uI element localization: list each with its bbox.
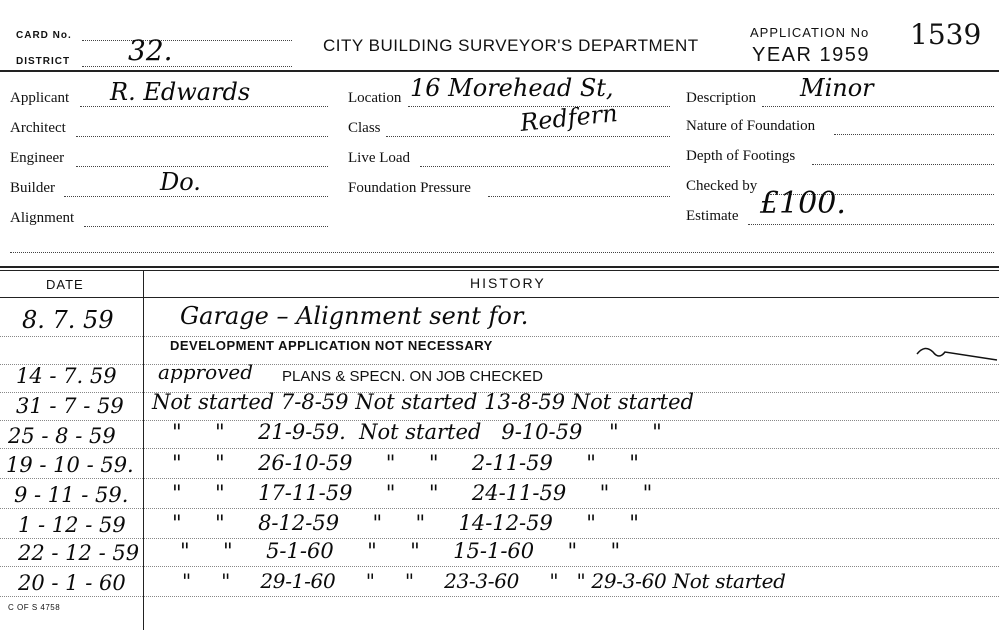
field-bottom-line <box>10 252 994 253</box>
row-rule <box>0 448 999 449</box>
alignment-label: Alignment <box>10 210 75 226</box>
foundation-pressure-label: Foundation Pressure <box>348 180 471 196</box>
card-no-line <box>82 40 292 41</box>
description-value: Minor <box>800 74 874 102</box>
history-entry: " " 17-11-59 " " 24-11-59 " " <box>172 481 653 505</box>
live-load-line <box>420 166 670 167</box>
history-top-rule-2 <box>0 270 999 271</box>
row-rule <box>0 364 999 365</box>
row-rule <box>0 508 999 509</box>
date-header: DATE <box>46 277 84 292</box>
header-separator <box>0 297 999 298</box>
header-rule <box>0 70 999 72</box>
estimate-line <box>748 224 994 225</box>
history-date: 20 - 1 - 60 <box>18 571 126 595</box>
nature-foundation-line <box>834 134 994 135</box>
form-code: C OF S 4758 <box>8 603 61 612</box>
application-number: 1539 <box>910 18 982 51</box>
description-line <box>762 106 994 107</box>
nature-foundation-label: Nature of Foundation <box>686 118 816 134</box>
location-value-2: Redfern <box>518 98 619 138</box>
history-date: 25 - 8 - 59 <box>8 424 116 448</box>
history-date: 31 - 7 - 59 <box>16 394 124 418</box>
architect-label: Architect <box>10 120 66 136</box>
history-entry-handwritten: approved <box>158 360 254 384</box>
row-rule <box>0 478 999 479</box>
history-entry-stamp: PLANS & SPECN. ON JOB CHECKED <box>282 368 543 385</box>
description-label: Description <box>686 90 756 106</box>
history-date: 14 - 7. 59 <box>16 364 117 388</box>
depth-footings-label: Depth of Footings <box>686 148 796 164</box>
district-label: DISTRICT <box>16 56 71 67</box>
history-date: 9 - 11 - 59. <box>14 483 129 507</box>
row-rule <box>0 566 999 567</box>
builder-line <box>64 196 328 197</box>
history-entry: " " 29-1-60 " " 23-3-60 " " 29-3-60 Not started <box>182 569 786 593</box>
history-entry: Not started 7-8-59 Not started 13-8-59 Not started <box>152 390 694 414</box>
history-date: 8. 7. 59 <box>22 306 114 334</box>
builder-value: Do. <box>160 168 201 196</box>
history-date: 19 - 10 - 59. <box>6 453 134 477</box>
date-column-rule <box>143 270 144 630</box>
live-load-label: Live Load <box>348 150 411 166</box>
builder-label: Builder <box>10 180 55 196</box>
history-entry-stamp: DEVELOPMENT APPLICATION NOT NECESSARY <box>170 338 493 353</box>
history-entry: " " 21-9-59. Not started 9-10-59 " " <box>172 420 662 444</box>
location-label: Location <box>348 90 402 106</box>
card-no-label: CARD No. <box>16 30 72 41</box>
location-value: 16 Morehead St, <box>410 74 614 102</box>
row-rule <box>0 336 999 337</box>
history-top-rule <box>0 266 999 268</box>
year-label: YEAR 1959 <box>752 44 871 66</box>
estimate-label: Estimate <box>686 208 739 224</box>
history-entry: Garage – Alignment sent for. <box>180 302 529 330</box>
class-label: Class <box>348 120 381 136</box>
foundation-pressure-line <box>488 196 670 197</box>
engineer-label: Engineer <box>10 150 65 166</box>
checked-by-label: Checked by <box>686 178 758 194</box>
depth-footings-line <box>812 164 994 165</box>
application-label: APPLICATION No <box>750 25 870 40</box>
history-entry: " " 26-10-59 " " 2-11-59 " " <box>172 451 639 475</box>
history-entry: " " 8-12-59 " " 14-12-59 " " <box>172 511 639 535</box>
applicant-line <box>80 106 328 107</box>
district-value: 32. <box>128 34 173 67</box>
row-rule <box>0 596 999 597</box>
history-entry: " " 5-1-60 " " 15-1-60 " " <box>180 539 621 563</box>
engineer-line <box>76 166 328 167</box>
history-date: 22 - 12 - 59 <box>18 541 140 565</box>
history-date: 1 - 12 - 59 <box>18 513 126 537</box>
architect-line <box>76 136 328 137</box>
pen-mark <box>915 342 999 366</box>
estimate-value: £100. <box>760 186 846 221</box>
history-header: HISTORY <box>470 275 546 291</box>
alignment-line <box>84 226 328 227</box>
department-title: CITY BUILDING SURVEYOR'S DEPARTMENT <box>323 36 699 55</box>
district-line <box>82 66 292 67</box>
applicant-value: R. Edwards <box>110 78 251 106</box>
applicant-label: Applicant <box>10 90 70 106</box>
